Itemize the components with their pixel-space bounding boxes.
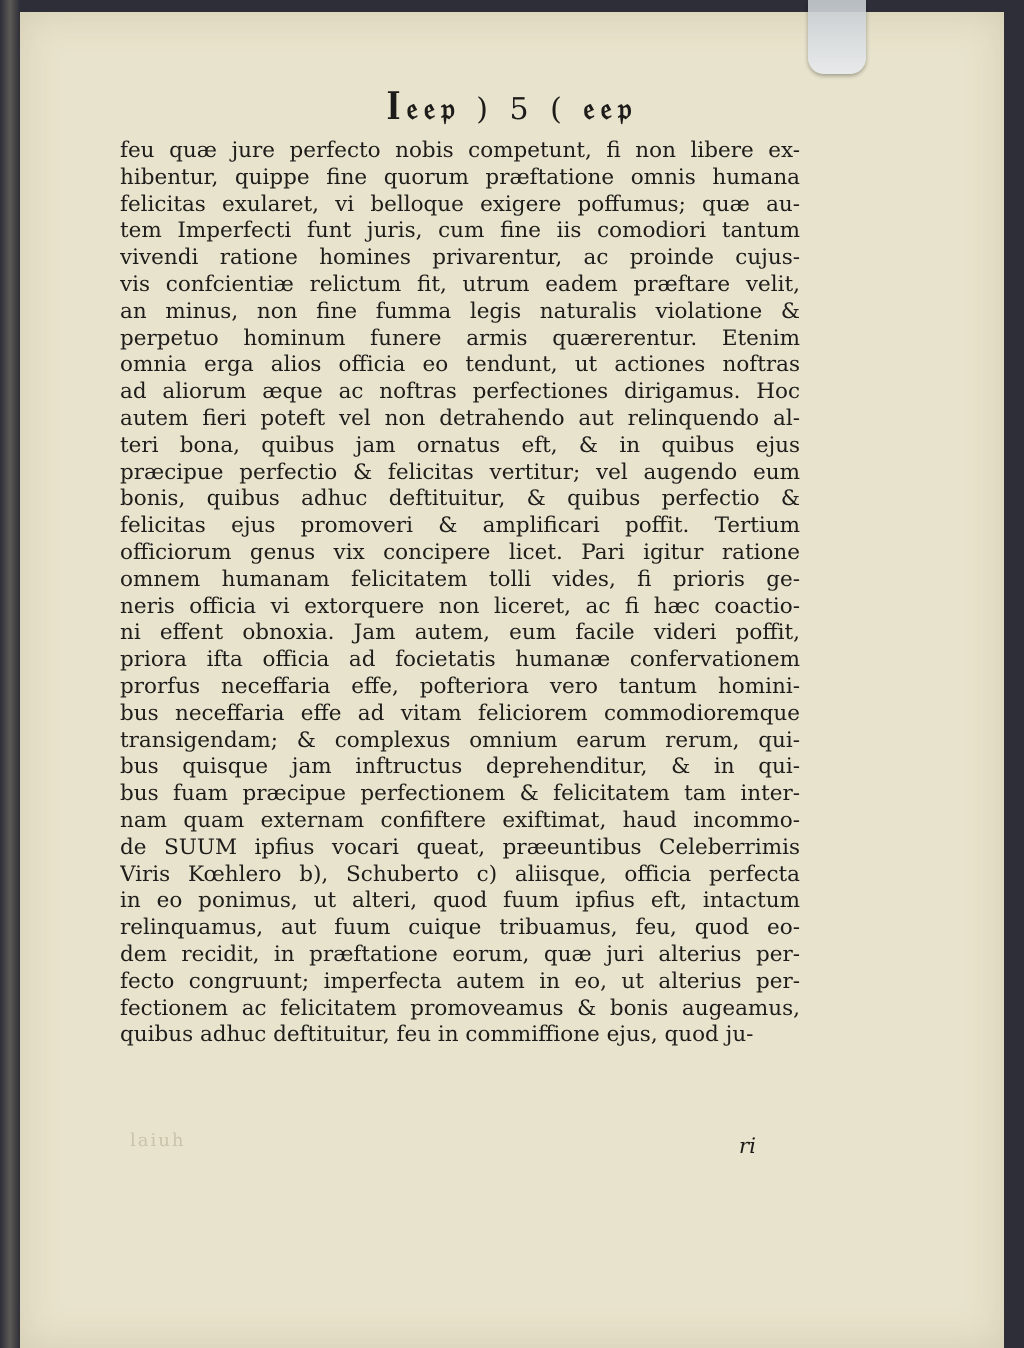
right-ornament: 𝔢𝔢𝔭 <box>583 92 638 127</box>
text-line: quibus adhuc deftituitur, feu in commiffione ejus, quod ju- <box>120 1022 754 1048</box>
text-line: an minus, non fine fumma legis naturalis violatione & <box>120 298 800 324</box>
left-ornament: ꟾ𝔢𝔢𝔭 <box>386 92 461 127</box>
text-line: teri bona, quibus jam ornatus eft, & in quibus ejus <box>120 432 800 458</box>
body-text <box>120 138 800 1049</box>
text-line: dem recidit, in præftatione eorum, quæ juri alterius per- <box>120 941 800 967</box>
text-line: de SUUM ipfius vocari queat, præeuntibus Celeberrimis <box>120 834 800 860</box>
text-line: officiorum genus vix concipere licet. Pari igitur ratione <box>120 539 800 565</box>
text-line: perpetuo hominum funere armis quærerentur. Etenim <box>120 325 800 351</box>
bleed-through-text: laiuh <box>130 1130 186 1151</box>
text-line: omnem humanam felicitatem tolli vides, fi prioris ge- <box>120 566 800 592</box>
text-line: omnia erga alios officia eo tendunt, ut actiones noftras <box>120 352 800 378</box>
page-number: ) 5 ( <box>476 92 568 127</box>
text-line: bonis, quibus adhuc deftituitur, & quibus perfectio & <box>120 486 800 512</box>
page-tab <box>808 0 866 74</box>
text-line: fectionem ac felicitatem promoveamus & bonis augeamus, <box>120 995 800 1021</box>
text-line: transigendam; & complexus omnium earum rerum, qui- <box>120 727 800 753</box>
text-line: vivendi ratione homines privarentur, ac proinde cujus- <box>120 245 800 271</box>
book-page <box>20 12 1004 1348</box>
text-line: Viris Kœhlero b), Schuberto c) aliisque, officia perfecta <box>120 861 800 887</box>
text-line: relinquamus, aut fuum cuique tribuamus, feu, quod eo- <box>120 915 800 941</box>
page-header <box>20 92 1004 127</box>
text-line: bus fuam præcipue perfectionem & felicitatem tam inter- <box>120 781 800 807</box>
text-line: felicitas exularet, vi belloque exigere poffumus; quæ au- <box>120 191 800 217</box>
text-line: bus neceffaria effe ad vitam feliciorem commodioremque <box>120 700 800 726</box>
text-line: hibentur, quippe fine quorum præftatione omnis humana <box>120 164 800 190</box>
text-line: neris officia vi extorquere non liceret, ac fi hæc coactio- <box>120 593 800 619</box>
text-line: tem Imperfecti funt juris, cum fine iis comodiori tantum <box>120 218 800 244</box>
text-line: prorfus neceffaria effe, pofteriora vero tantum homini- <box>120 673 800 699</box>
text-line: priora ifta officia ad focietatis humanæ confervationem <box>120 647 800 673</box>
text-line: autem fieri poteft vel non detrahendo aut relinquendo al- <box>120 405 800 431</box>
text-line: feu quæ jure perfecto nobis competunt, fi non libere ex- <box>120 138 800 163</box>
text-line: ad aliorum æque ac noftras perfectiones dirigamus. Hoc <box>120 379 800 405</box>
catchword: ri <box>738 1134 756 1159</box>
text-line: ni effent obnoxia. Jam autem, eum facile videri poffit, <box>120 620 800 646</box>
text-line: felicitas ejus promoveri & amplificari poffit. Tertium <box>120 513 800 539</box>
text-line: bus quisque jam inftructus deprehenditur, & in qui- <box>120 754 800 780</box>
text-line: præcipue perfectio & felicitas vertitur; vel augendo eum <box>120 459 800 485</box>
text-line: nam quam externam confiftere exiftimat, haud incommo- <box>120 807 800 833</box>
text-line: vis confcientiæ relictum fit, utrum eadem præftare velit, <box>120 271 800 297</box>
text-line: fecto congruunt; imperfecta autem in eo, ut alterius per- <box>120 968 800 994</box>
text-line: in eo ponimus, ut alteri, quod fuum ipfius eft, intactum <box>120 888 800 914</box>
